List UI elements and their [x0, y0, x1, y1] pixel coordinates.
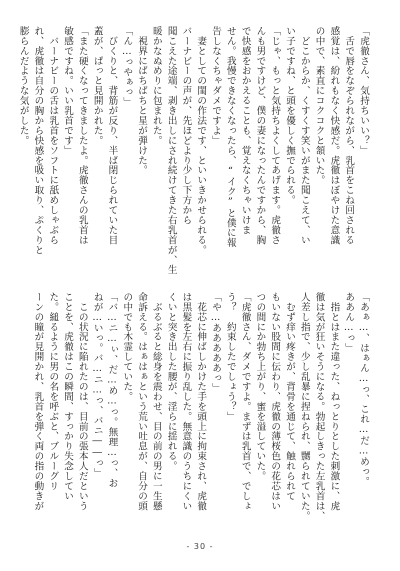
- text-line: 舌で唇をなぞられながら、乳首をこね回される: [343, 26, 355, 245]
- text-line: の中でも木霊していた。: [121, 292, 133, 402]
- text-line: 「あぁ…、はぁん…っ、これ…だ…めっ。: [358, 292, 369, 487]
- text-line: バーナビーの舌は乳首をソフトに舐めしゃぶら: [47, 26, 59, 245]
- text-line: 蓋が、ぱっと見開かれた。: [91, 26, 103, 146]
- text-line: つの間にか勃ち上がり、蜜を溢していた。: [254, 292, 266, 482]
- text-line: 妻としての閨の作法です、といいきかせられる。: [195, 26, 207, 255]
- text-line: ねが…いっ。バ…ニ…っ、バニ――っ」: [91, 292, 103, 479]
- lower-text-block: [30, 292, 370, 522]
- text-line: ああん…っ」: [343, 292, 355, 354]
- text-line: 「や…あああああっ」: [210, 292, 222, 393]
- text-line: むず痒い疼きが、背骨を通じて、触れられて: [284, 292, 296, 501]
- text-line: 花芯に伸ばしかけた手を頭上に拘束され、虎徹: [195, 292, 207, 511]
- text-line: 「また硬くなってきましたよ。虎徹さんの乳首は: [76, 26, 88, 245]
- text-line: 「じゃ、もっと気持ちよくしてあげます。虎徹さ: [269, 26, 281, 245]
- text-line: 命訴える。はぁはぁという荒い吐息が、自分の頭: [136, 292, 148, 511]
- page-number: - 30 -: [186, 542, 214, 551]
- text-line: た。縋るように男の名を呼ぶと、ブルーグリ: [47, 292, 59, 491]
- text-line: で快感をおかえることも、覚えなくちゃいけま: [239, 26, 251, 235]
- text-line: くいと突き出した腰が、淫らに揺れる。: [165, 292, 177, 472]
- text-line: せん。我慢できなくなったら、“イク”と僕に報: [224, 26, 236, 248]
- text-line: もいない股間に伝わり、虎徹の薄桜色の花芯はい: [269, 292, 281, 511]
- text-line: は黒髪を左右に振り乱した。無意識のうちにくい: [180, 292, 192, 511]
- text-line: 聞こえた途端、剥き出しにされ続けてきた右乳首が、生: [165, 26, 177, 275]
- text-line: れ、虎徹は自分の胸から快感を吸い取り、ぷくりと: [32, 26, 44, 255]
- text-line: 人差し指で、少し乱暴に捏ねられ、嬲られていた。: [298, 292, 310, 521]
- text-line: 視界にばちばちと星が弾けた。: [136, 26, 148, 176]
- text-line: 「バ…ニ…ぃ、だ…め…っ。無理…っ、お: [106, 292, 118, 489]
- text-line: の中で、素直にコクコクと頷いた。: [313, 26, 325, 186]
- text-line: ことを、虎徹はこの瞬間、すっかり失念してい: [62, 292, 74, 501]
- text-line: んも男ですけど、僕の妻になったんですから、胸: [254, 26, 266, 245]
- upper-text-block: [17, 26, 370, 275]
- text-line: い子ですね、と頭を優しく撫でられる。: [284, 26, 296, 206]
- text-line: 告しなくちゃダメですよ」: [210, 26, 222, 146]
- text-line: ーンの瞳が見開かれ、乳首を弾く両の指の動きが: [32, 292, 44, 511]
- text-line: 「虎徹さん、ダメですよ。まずは乳首で、でしょ: [239, 292, 251, 511]
- text-line: 敏感ですね。いい乳首です」: [62, 26, 74, 156]
- text-line: 指とはまた違った、ねっとりとした刺激に、虎: [328, 292, 340, 511]
- text-line: どこからか、くすくす笑いがまた聞こえて、い: [298, 26, 310, 245]
- text-line: 感覚は、紛れもなく快感だ。虎徹はぼやけた意識: [328, 26, 340, 245]
- text-line: 膨らんだような気がした。: [17, 26, 29, 146]
- text-line: 徹は気が狂いそうになる。勃起しきった左乳首は、: [313, 292, 325, 521]
- text-line: 「ん…っやぁっ」: [121, 26, 133, 107]
- text-line: バーナビーの声が、先ほどより少し下方から: [180, 26, 192, 225]
- text-line: びくりと、背筋が反り、半ば閉じられていた目: [106, 26, 118, 245]
- text-line: この状況に陥れたのは、目前の張本人だという: [76, 292, 88, 511]
- text-line: ぶるぶると総身を震わせ、目の前の男に一生懸: [150, 292, 162, 511]
- text-line: 暖かなぬめりに包まれた。: [150, 26, 162, 146]
- text-line: う？ 約束したでしょう？」: [224, 292, 236, 422]
- text-line: 「虎徹さん、気持ちいい？」: [358, 26, 369, 156]
